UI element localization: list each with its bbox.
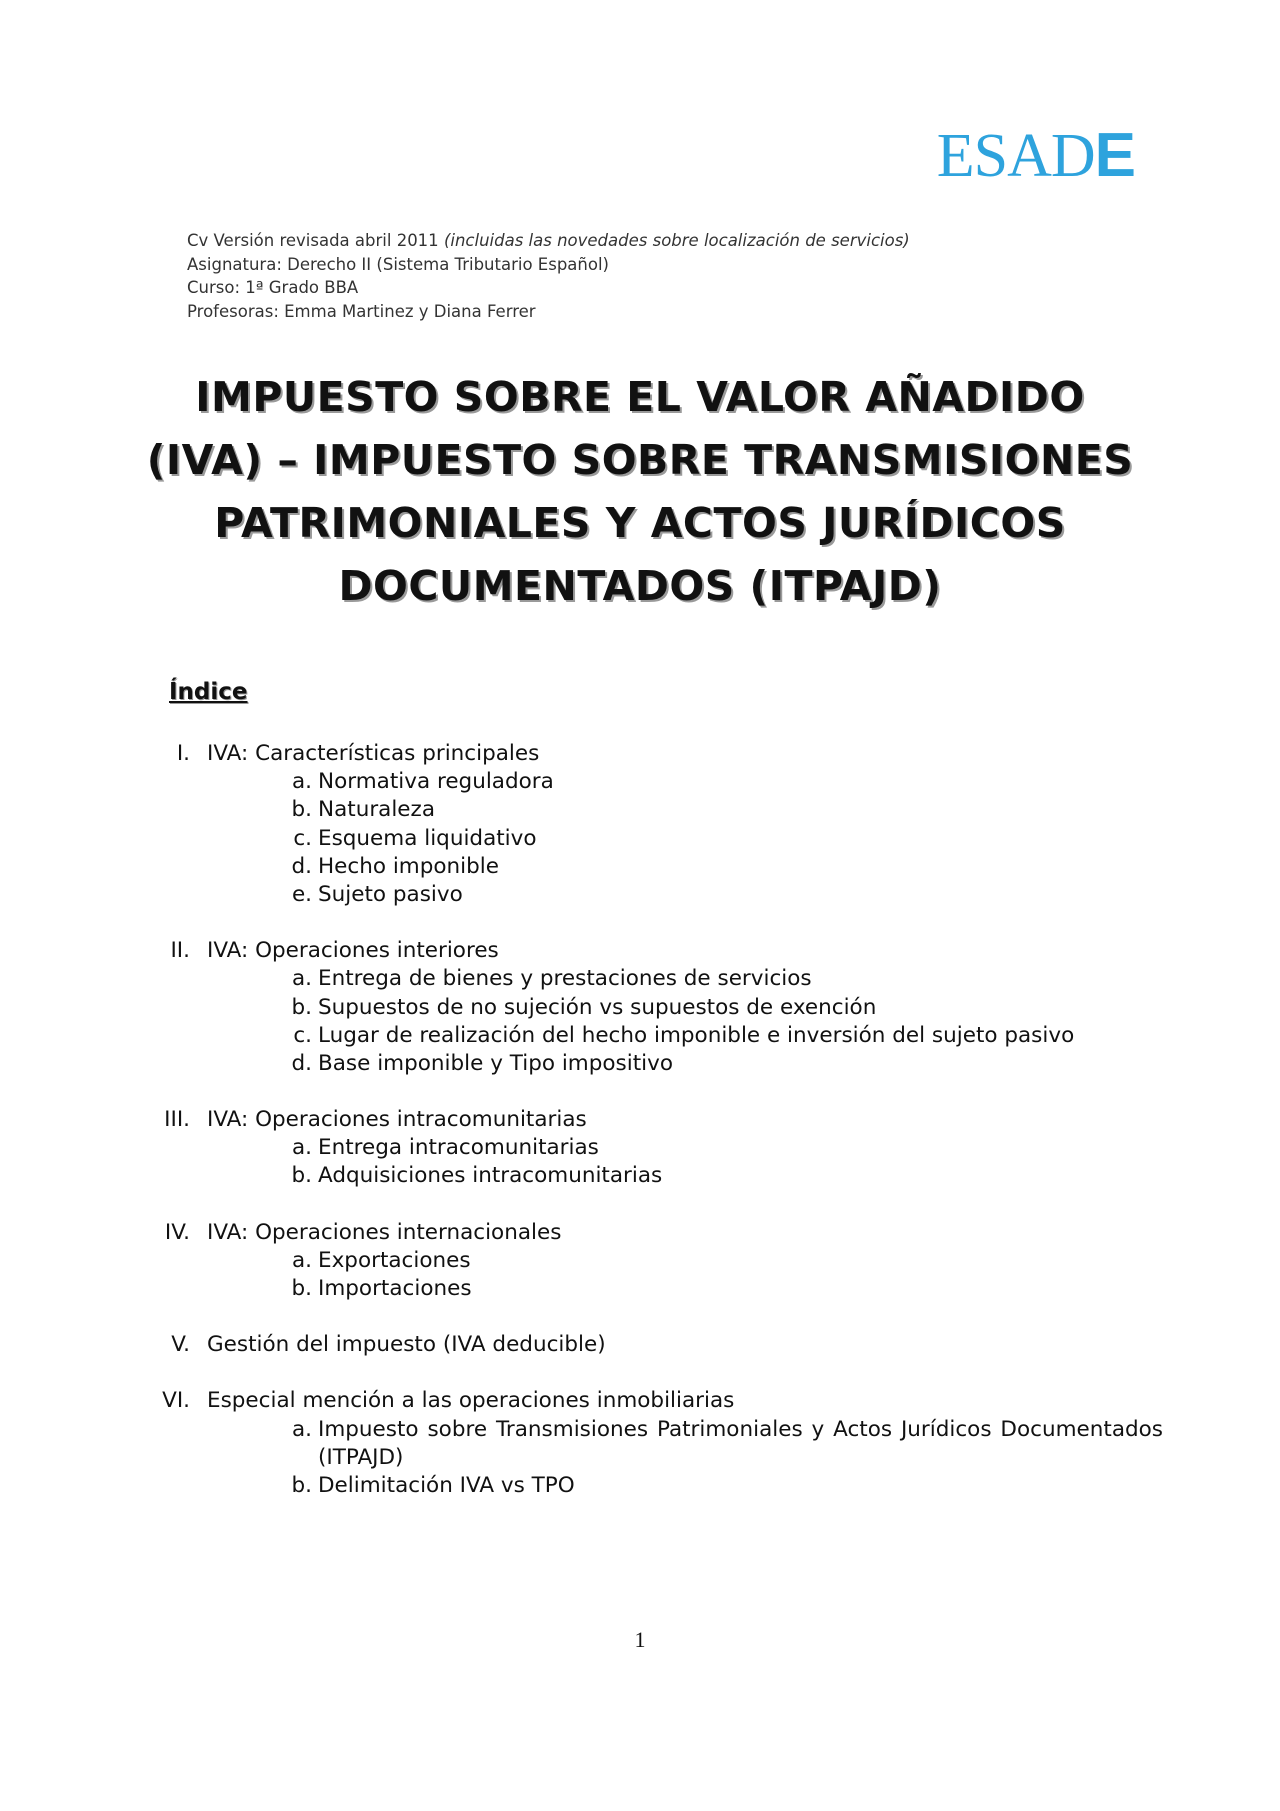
toc-section-label: Especial mención a las operaciones inmobiliarias bbox=[207, 1388, 735, 1414]
version-line: Cv Versión revisada abril 2011 (incluidas las novedades sobre localización de servicios) bbox=[187, 231, 910, 250]
toc-subitem-label: Importaciones bbox=[318, 1276, 472, 1301]
title-line: (IVA) – IMPUESTO SOBRE TRANSMISIONES bbox=[146, 436, 1134, 484]
toc-subitem-letter: b. bbox=[291, 1276, 312, 1301]
toc-subitem bbox=[0, 1472, 1280, 1500]
toc-subitem-letter: c. bbox=[293, 1022, 312, 1048]
toc-subitem-label: Lugar de realización del hecho imponible e inversión del sujeto pasivo bbox=[318, 1022, 1075, 1048]
toc-subitem bbox=[0, 1247, 1280, 1275]
toc-subitem-letter: b. bbox=[291, 1163, 312, 1189]
toc-section bbox=[0, 740, 1280, 909]
toc-subitem bbox=[0, 796, 1280, 824]
toc-subitem-letter: b. bbox=[291, 1472, 312, 1498]
toc-subitem bbox=[0, 1275, 1280, 1303]
toc-section-row bbox=[0, 1331, 1280, 1359]
toc-section-number: I. bbox=[176, 741, 190, 766]
esade-logo: ESADE bbox=[936, 121, 1135, 190]
toc-section bbox=[0, 1219, 1280, 1304]
toc-subitem bbox=[0, 1050, 1280, 1078]
title-line: IMPUESTO SOBRE EL VALOR AÑADIDO bbox=[195, 373, 1085, 421]
toc-subitem-letter: e. bbox=[291, 881, 312, 907]
toc-section-row bbox=[0, 740, 1280, 768]
toc-subitem-label: Naturaleza bbox=[318, 797, 435, 823]
toc-section-row bbox=[0, 1106, 1280, 1134]
toc-section-label: IVA: Características principales bbox=[207, 741, 540, 766]
toc-subitem bbox=[0, 994, 1280, 1022]
subject-line: Asignatura: Derecho II (Sistema Tributario Español) bbox=[187, 254, 609, 274]
toc-section-number: IV. bbox=[164, 1219, 190, 1245]
toc-subitem bbox=[0, 853, 1280, 881]
toc-subitem bbox=[0, 1162, 1280, 1190]
toc-subitem bbox=[0, 768, 1280, 796]
title-line: PATRIMONIALES Y ACTOS JURÍDICOS bbox=[214, 499, 1066, 547]
toc-section-row bbox=[0, 1387, 1280, 1415]
professors-line: Profesoras: Emma Martinez y Diana Ferrer bbox=[187, 301, 536, 321]
table-of-contents bbox=[0, 740, 1280, 1528]
toc-subitem-label: Adquisiciones intracomunitarias bbox=[318, 1163, 663, 1189]
toc-subitem-letter: a. bbox=[291, 1416, 312, 1442]
toc-subitem-letter: d. bbox=[291, 1050, 312, 1076]
toc-subitem-label: Normativa reguladora bbox=[318, 769, 554, 795]
toc-section-row bbox=[0, 937, 1280, 965]
toc-subitem-letter: c. bbox=[293, 825, 312, 851]
toc-subitem-label: Delimitación IVA vs TPO bbox=[318, 1472, 575, 1498]
toc-subitem bbox=[0, 1134, 1280, 1162]
toc-subitem-letter: b. bbox=[291, 797, 312, 823]
toc-section-number: V. bbox=[171, 1332, 190, 1358]
title-line: DOCUMENTADOS (ITPAJD) bbox=[338, 562, 942, 610]
toc-subitem bbox=[0, 1022, 1280, 1050]
document-title bbox=[140, 366, 1140, 618]
toc-subitem bbox=[0, 1416, 1280, 1472]
toc-section-number: VI. bbox=[162, 1388, 190, 1414]
toc-subitem-letter: a. bbox=[291, 1135, 312, 1161]
toc-subitem-label: Base imponible y Tipo impositivo bbox=[318, 1050, 674, 1076]
toc-subitem bbox=[0, 965, 1280, 993]
toc-subitem-letter: a. bbox=[291, 1247, 312, 1273]
toc-section-row bbox=[0, 1219, 1280, 1247]
toc-section-label: IVA: Operaciones interiores bbox=[207, 938, 499, 964]
toc-subitem-label: Impuesto sobre Transmisiones Patrimoniales y Actos Jurídicos Documentados (ITPAJD) bbox=[318, 1416, 1163, 1470]
toc-subitem-label: Sujeto pasivo bbox=[318, 881, 463, 907]
toc-section-label: Gestión del impuesto (IVA deducible) bbox=[207, 1332, 606, 1358]
toc-subitem-label: Hecho imponible bbox=[318, 853, 499, 879]
toc-section bbox=[0, 1331, 1280, 1359]
document-metadata bbox=[187, 229, 910, 323]
toc-subitem-label: Entrega intracomunitarias bbox=[318, 1135, 599, 1161]
toc-section bbox=[0, 1106, 1280, 1191]
toc-subitem-letter: a. bbox=[291, 769, 312, 795]
toc-subitem-letter: d. bbox=[291, 853, 312, 879]
toc-subitem-letter: b. bbox=[291, 994, 312, 1020]
course-line: Curso: 1ª Grado BBA bbox=[187, 278, 359, 297]
toc-subitem-label: Esquema liquidativo bbox=[318, 825, 537, 851]
toc-section-label: IVA: Operaciones internacionales bbox=[207, 1219, 562, 1245]
toc-section-number: III. bbox=[164, 1107, 190, 1133]
toc-section-label: IVA: Operaciones intracomunitarias bbox=[207, 1107, 587, 1133]
toc-subitem-letter: a. bbox=[291, 966, 312, 992]
toc-subitem-label: Exportaciones bbox=[318, 1247, 471, 1273]
toc-subitem bbox=[0, 881, 1280, 909]
page-number: 1 bbox=[634, 1627, 646, 1652]
toc-subitem-label: Supuestos de no sujeción vs supuestos de exención bbox=[318, 994, 877, 1020]
toc-section-number: II. bbox=[170, 938, 190, 964]
toc-subitem-label: Entrega de bienes y prestaciones de servicios bbox=[318, 966, 812, 992]
toc-subitem bbox=[0, 825, 1280, 853]
toc-section bbox=[0, 1387, 1280, 1499]
index-heading: Índice bbox=[169, 679, 248, 705]
toc-section bbox=[0, 937, 1280, 1078]
